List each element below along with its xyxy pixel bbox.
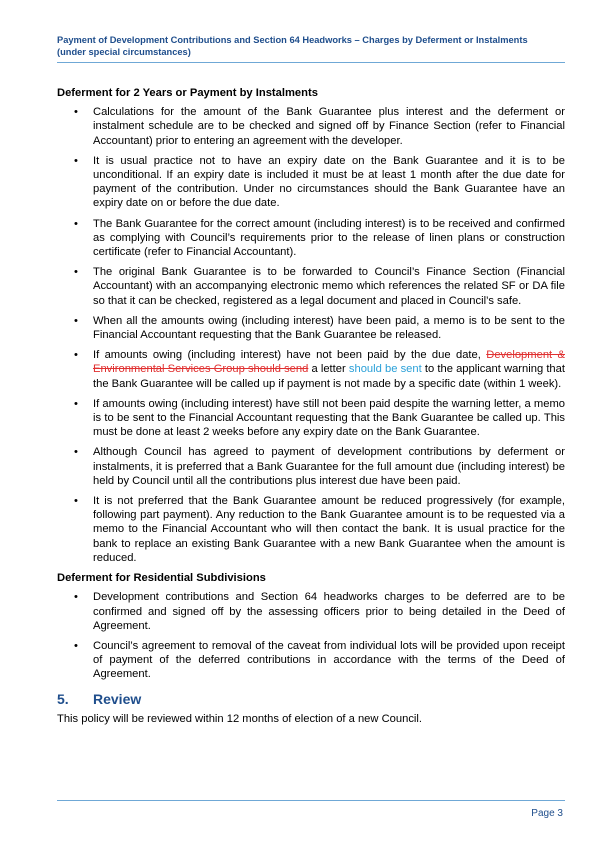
bullet-icon: • — [74, 314, 78, 327]
inserted-text: should be sent — [348, 363, 422, 376]
page-header: Payment of Development Contributions and Section 64 Headworks – Charges by Deferment or Instalments (under special circumstances) — [57, 35, 528, 57]
page-number: Page 3 — [531, 808, 563, 819]
document-body — [57, 86, 565, 726]
list-item: • It is usual practice not to have an expiry date on the Bank Guarantee and it is to be unconditional. If an expiry date is included it must be at least 1 month after the due date for payment of the contribution. Under no circumstances should the Bank Guarantee have an expiry date on or before the due date. — [74, 154, 565, 210]
list-item: • Calculations for the amount of the Bank Guarantee plus interest and the deferment or instalment schedule are to be checked and signed off by Finance Section (refer to Financial Accountant) prior to entering an agreement with the developer. — [74, 106, 565, 147]
list-item-tracked-changes: • If amounts owing (including interest) have not been paid by the due date, Development & Environmental Services Group should send a letter should be sent to the applicant warning that the Bank Guarantee will be called up if payment is not made by a specific date (within 1 week). — [74, 349, 565, 390]
footer-divider — [57, 800, 565, 801]
bullet-icon: • — [74, 639, 78, 652]
list-item: • The original Bank Guarantee is to be forwarded to Council’s Finance Section (Financial Accountant) with an accompanying electronic memo which references the related SF or DA file so that it can be checked, registered as a legal document and placed in Council’s safe. — [74, 266, 565, 307]
review-section-title — [57, 692, 565, 706]
bullet-icon: • — [74, 349, 78, 362]
bullet-icon: • — [74, 106, 78, 119]
list-item: • Development contributions and Section 64 headworks charges to be deferred are to be confirmed and signed off by the assessing officers prior to being detailed in the Deed of Agreement. — [74, 591, 565, 632]
bullet-icon: • — [74, 217, 78, 230]
list-item: • If amounts owing (including interest) have still not been paid despite the warning letter, a memo is to be sent to the Financial Accountant requesting that the Bank Guarantee be called up. This must be done at least 2 weeks before any expiry date on the Bank Guarantee. — [74, 397, 565, 439]
list-item: • When all the amounts owing (including interest) have been paid, a memo is to be sent to the Financial Accountant requesting that the Bank Guarantee be released. — [74, 314, 565, 342]
subdivisions-bullet-list — [57, 590, 565, 681]
bullet-icon: • — [74, 154, 78, 167]
section-heading-subdivisions: Deferment for Residential Subdivisions — [57, 572, 266, 585]
section-number: 5. — [57, 690, 69, 707]
list-item: • Council’s agreement to removal of the caveat from individual lots will be provided upon receipt of payment of the deferred contributions in accordance with the terms of the Deed of Agreement. — [74, 639, 565, 681]
section-title-text: Review — [93, 690, 142, 707]
bullet-icon: • — [74, 266, 78, 279]
bullet-icon: • — [74, 495, 78, 508]
header-divider — [57, 62, 565, 63]
section-heading-deferment: Deferment for 2 Years or Payment by Instalments — [57, 87, 318, 99]
bullet-icon: • — [74, 591, 78, 604]
list-item: • It is not preferred that the Bank Guarantee amount be reduced progressively (for example, following part payment). Any reduction to the Bank Guarantee amount is to be requested via a memo to the Financial Accountant who will then contact the bank. It is usual practice for the bank to replace an existing Bank Guarantee with a new Bank Guarantee when the amount is reduced. — [74, 495, 565, 564]
bullet-icon: • — [74, 397, 78, 410]
deleted-text: Development & Environmental Services Group should send — [93, 349, 565, 376]
list-item: • The Bank Guarantee for the correct amount (including interest) is to be received and confirmed as complying with Council’s requirements prior to the release of linen plans or construction certificate (refer to Financial Accountant). — [74, 217, 565, 259]
review-text: This policy will be reviewed within 12 months of election of a new Council. — [57, 712, 423, 725]
bullet-icon: • — [74, 446, 78, 459]
list-item: • Although Council has agreed to payment of development contributions by deferment or instalments, it is preferred that a Bank Guarantee for the full amount due (including interest) be held by Council until all the contributions plus interest due have been paid. — [74, 446, 565, 487]
deferment-bullet-list — [57, 105, 565, 565]
